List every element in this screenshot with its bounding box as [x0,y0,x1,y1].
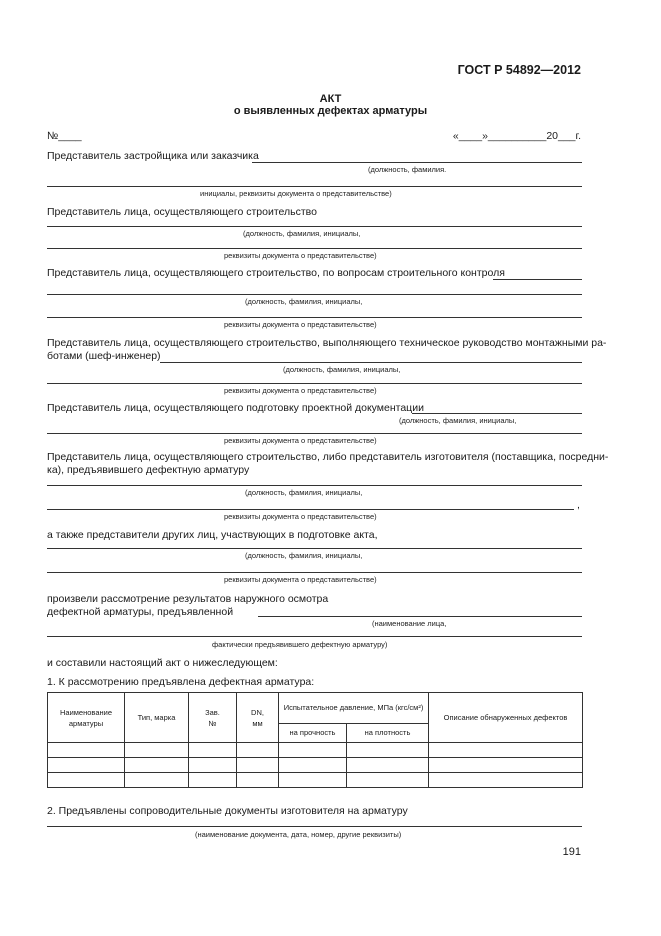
chief-line [160,362,582,363]
header-dn [237,693,279,743]
table-cell [429,773,583,788]
table-cell [189,773,237,788]
header-serial-line-2: № [208,718,217,728]
table-cell [125,773,189,788]
chief-caption-2: реквизиты документа о представительстве) [224,386,377,395]
chief-label-2: ботами (шеф-инженер) [47,350,161,362]
header-type: Тип, марка [125,693,189,743]
header-serial [189,693,237,743]
table-cell [48,773,125,788]
act-number-field: №____ [47,130,82,142]
table-cell [48,743,125,758]
table-cell [48,758,125,773]
table-cell [237,743,279,758]
chief-label-1: Представитель лица, осуществляющего строительство, выполняющего техническое руководство монтажными ра- [47,337,607,349]
inspection-line-2 [47,636,582,637]
header-tightness: на плотность [347,723,429,742]
item-1-text: 1. К рассмотрению предъявлена дефектная арматура: [47,676,315,688]
page-number: 191 [562,846,581,858]
table-cell [279,773,347,788]
builder-line-2 [47,248,582,249]
inspection-label-1: произвели рассмотрение результатов наружного осмотра [47,593,329,605]
presenter-label-2: ка), предъявившего дефектную арматуру [47,464,250,476]
chief-caption-1: (должность, фамилия, инициалы, [283,365,401,374]
developer-line [252,162,582,163]
control-line-3 [47,317,582,318]
table-row [48,773,583,788]
table-row [48,743,583,758]
others-line-2 [47,572,582,573]
developer-line-2 [47,186,582,187]
design-label: Представитель лица, осуществляющего подготовку проектной документации [47,402,424,414]
presenter-caption-2: реквизиты документа о представительстве) [224,512,377,521]
control-caption-2: реквизиты документа о представительстве) [224,320,377,329]
others-caption-2: реквизиты документа о представительстве) [224,575,377,584]
control-label: Представитель лица, осуществляющего строительство, по вопросам строительного контроля [47,267,505,279]
header-serial-line-1: Зав. [205,707,220,717]
design-caption-1: (должность, фамилия, инициалы, [399,416,517,425]
table-cell [429,758,583,773]
table-cell [237,773,279,788]
control-line [493,279,582,280]
header-dn-line-2: мм [252,718,263,728]
inspection-label-2: дефектной арматуры, предъявленной [47,606,234,618]
table-cell [347,743,429,758]
others-line [47,548,582,549]
presenter-line-2 [47,509,574,510]
others-label: а также представители других лиц, участвующих в подготовке акта, [47,529,378,541]
design-line-2 [47,433,582,434]
document-subtitle: о выявленных дефектах арматуры [233,105,428,117]
item-2-line [47,826,582,827]
table-cell [237,758,279,773]
developer-caption-2: инициалы, реквизиты документа о представительстве) [200,189,392,198]
inspection-caption-1: (наименование лица, [372,619,447,628]
item-2-caption: (наименование документа, дата, номер, другие реквизиты) [195,830,402,839]
table-cell [347,758,429,773]
developer-caption-1: (должность, фамилия. [368,165,447,174]
design-line [412,413,582,414]
builder-label: Представитель лица, осуществляющего строительство [47,206,317,218]
presenter-label-1: Представитель лица, осуществляющего строительство, либо представитель изготовителя (поставщика, посредни- [47,451,609,463]
header-dn-line-1: DN, [251,707,264,717]
builder-caption-2: реквизиты документа о представительстве) [224,251,377,260]
table-cell [125,743,189,758]
developer-label: Представитель застройщика или заказчика [47,150,259,162]
header-pressure: Испытательное давление, МПа (кгс/см²) [279,693,429,724]
header-name: Наименование арматуры [48,693,125,743]
table-cell [189,743,237,758]
standard-number: ГОСТ Р 54892—2012 [457,63,581,77]
control-line-2 [47,294,582,295]
compiled-text: и составили настоящий акт о нижеследующем: [47,657,278,669]
table-cell [125,758,189,773]
table-cell [279,758,347,773]
header-defects: Описание обнаруженных дефектов [429,693,583,743]
act-date-field: «____»__________20___г. [452,130,581,142]
table-cell [189,758,237,773]
inspection-line [258,616,582,617]
table-cell [347,773,429,788]
builder-caption-1: (должность, фамилия, инициалы, [243,229,361,238]
document-title: АКТ [319,93,342,105]
table-cell [429,743,583,758]
table-cell [279,743,347,758]
inspection-caption-2: фактически предъявившего дефектную арматуру) [212,640,388,649]
header-strength: на прочность [279,723,347,742]
others-caption-1: (должность, фамилия, инициалы, [245,551,363,560]
presenter-comma: , [577,499,580,511]
control-caption-1: (должность, фамилия, инициалы, [245,297,363,306]
defects-table [47,692,583,788]
chief-line-2 [47,383,582,384]
table-row [48,758,583,773]
design-caption-2: реквизиты документа о представительстве) [224,436,377,445]
presenter-caption-1: (должность, фамилия, инициалы, [245,488,363,497]
item-2-text: 2. Предъявлены сопроводительные документы изготовителя на арматуру [47,805,408,817]
builder-line [47,226,582,227]
presenter-line [47,485,582,486]
